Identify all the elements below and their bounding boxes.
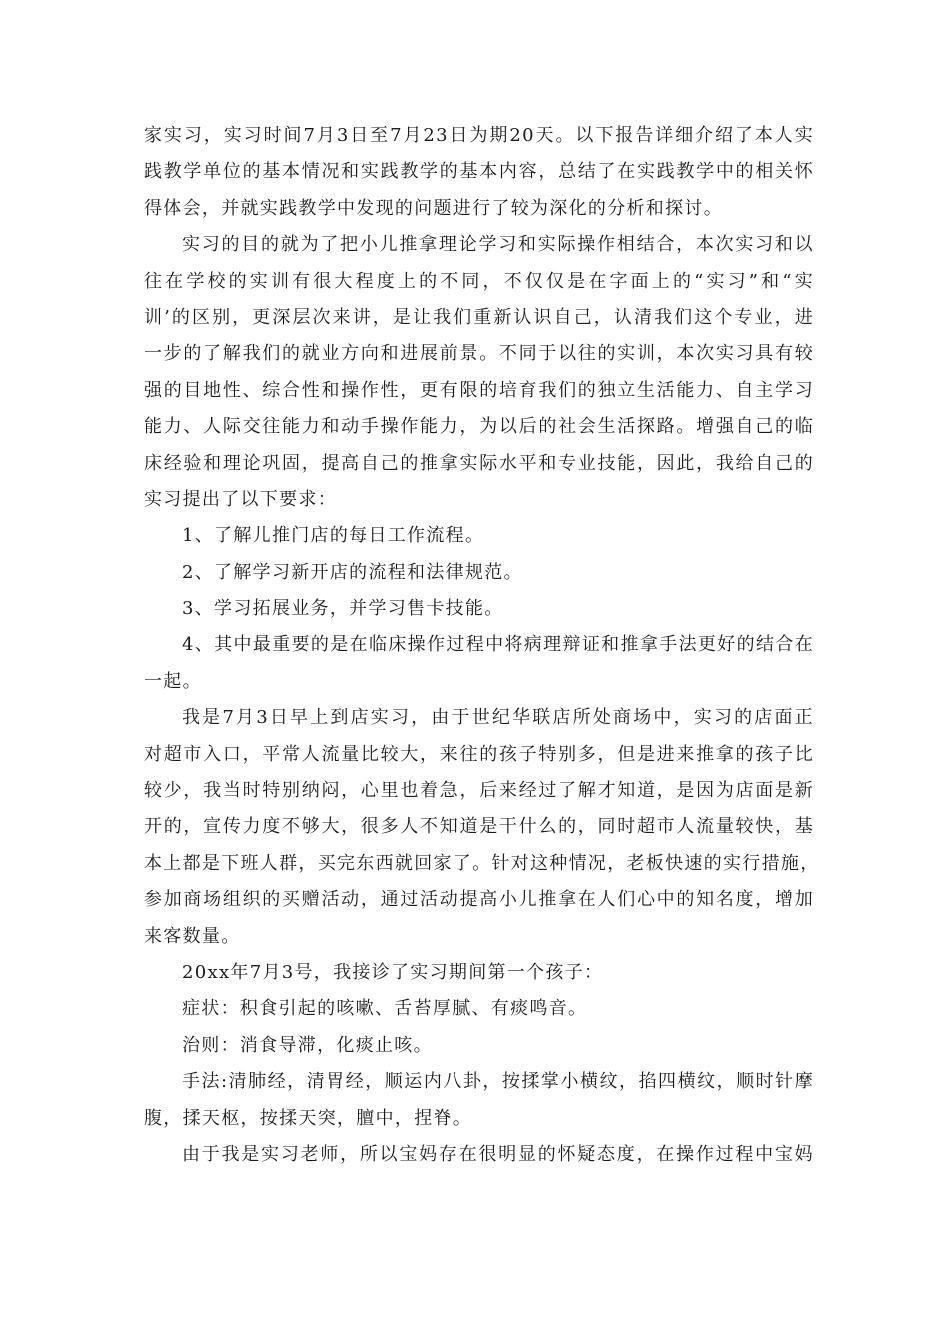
- paragraph-start: 实习的目的就为了把小儿推拿理论学习和实际操作相结合，本次实习和以: [182, 234, 814, 256]
- text-line: 一起。: [144, 670, 202, 692]
- list-item: 1、了解儿推门店的每日工作流程。: [182, 525, 485, 547]
- body-text: [144, 118, 820, 1173]
- text-line: 腹，揉天枢，按揉天突，膻中，捏脊。: [144, 1107, 473, 1129]
- text-line: 较少，我当时特别纳闷，心里也着急，后来经过了解才知道，是因为店面是新: [144, 780, 814, 802]
- symptom-line: 症状：积食引起的咳嗽、舌苔厚腻、有痰鸣音。: [182, 998, 588, 1020]
- text-line: 参加商场组织的买赠活动，通过活动提高小儿推拿在人们心中的知名度，增加: [144, 889, 814, 911]
- text-line: 对超市入口，平常人流量比较大，来往的孩子特别多，但是进来推拿的孩子比: [144, 743, 814, 765]
- technique-line: 手法:清肺经，清胃经，顺运内八卦，按揉掌小横纹，掐四横纹，顺时针摩: [182, 1071, 814, 1093]
- text-line: 强的目地性、综合性和操作性，更有限的培育我们的独立生活能力、自主学习: [144, 379, 814, 401]
- text-line: 来客数量。: [144, 925, 241, 947]
- paragraph-start: 我是7月3日早上到店实习，由于世纪华联店所处商场中，实习的店面正: [182, 707, 814, 729]
- text-line: 床经验和理论巩固，提高自己的推拿实际水平和专业技能，因此，我给自己的: [144, 452, 814, 474]
- list-item: 2、了解学习新开店的流程和法律规范。: [182, 561, 523, 583]
- text-line: 践教学单位的基本情况和实践教学的基本内容，总结了在实践教学中的相关怀: [144, 161, 814, 183]
- text-line: 得体会，并就实践教学中发现的问题进行了较为深化的分析和探讨。: [144, 197, 723, 219]
- text-line: 一步的了解我们的就业方向和进展前景。不同于以往的实训，本次实习具有较: [144, 343, 814, 365]
- list-item: 4、其中最重要的是在临床操作过程中将病理辩证和推拿手法更好的结合在: [182, 634, 814, 656]
- paragraph-start: 由于我是实习老师，所以宝妈存在很明显的怀疑态度，在操作过程中宝妈: [182, 1143, 814, 1165]
- text-line: 家实习，实习时间7月3日至7月23日为期20天。以下报告详细介绍了本人实: [144, 125, 814, 146]
- list-item: 3、学习拓展业务，并学习售卡技能。: [182, 598, 504, 620]
- text-line: 往在学校的实训有很大程度上的不同，不仅仅是在字面上的“实习”和“实: [144, 270, 814, 292]
- text-line: 实习提出了以下要求：: [144, 488, 337, 510]
- paragraph-start: 20xx年7月3号，我接诊了实习期间第一个孩子：: [182, 961, 604, 983]
- text-line: 本上都是下班人群，买完东西就回家了。针对这种情况，老板快速的实行措施，: [144, 852, 820, 874]
- treatment-line: 治则：消食导滞，化痰止咳。: [182, 1034, 433, 1056]
- text-line: 开的，宣传力度不够大，很多人不知道是干什么的，同时超市人流量较快，基: [144, 816, 814, 838]
- text-line: 能力、人际交往能力和动手操作能力，为以后的社会生活探路。增强自己的临: [144, 416, 814, 438]
- text-line: 训’的区别，更深层次来讲，是让我们重新认识自己，认清我们这个专业，进: [144, 306, 814, 328]
